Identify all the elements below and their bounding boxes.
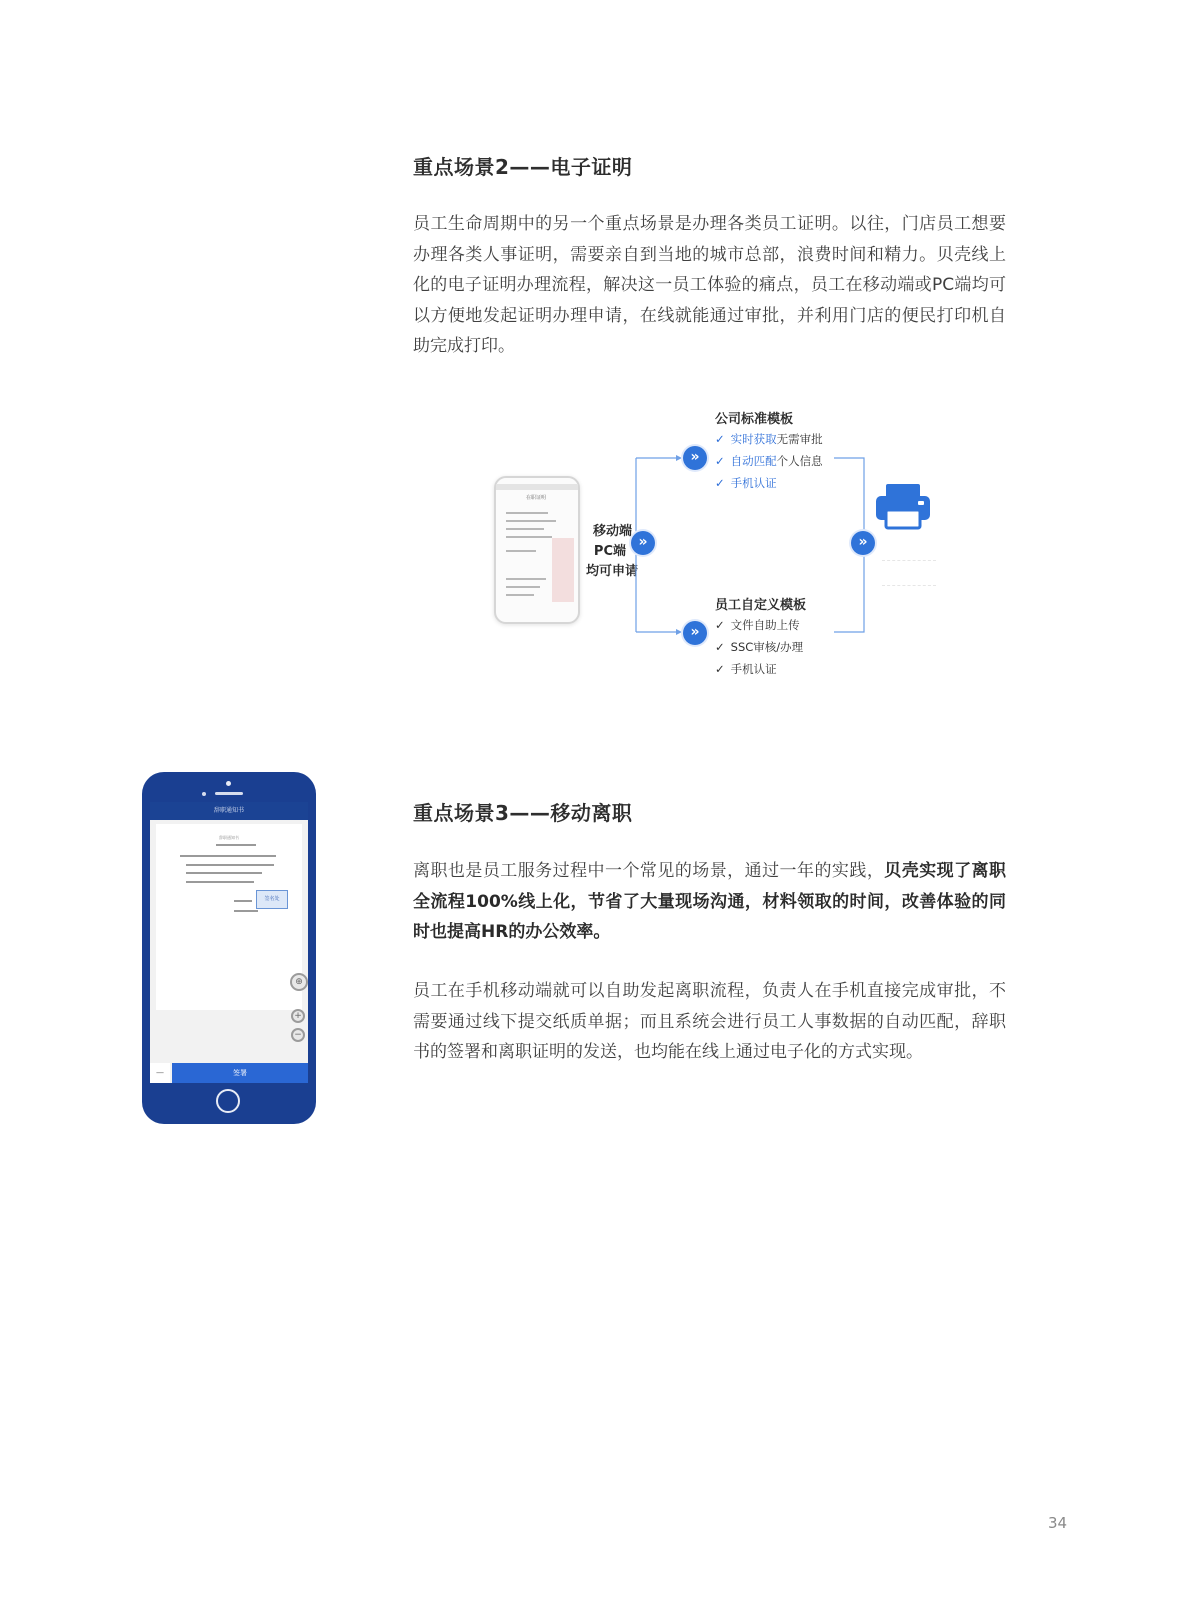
phone-screen [150,802,308,1083]
sign-here-button[interactable]: 签名处 [256,890,288,909]
document-title: 辞职通知书 [219,835,239,840]
double-chevron-icon-center: » [631,531,655,555]
minus-icon[interactable]: − [291,1028,305,1042]
phone-speaker [215,792,243,795]
section3-title: 重点场景3——移动离职 [413,801,633,825]
resignation-document [156,824,302,1010]
double-chevron-icon-right: » [851,531,875,555]
printer-output-area [882,560,936,586]
section2-paragraph: 员工生命周期中的另一个重点场景是办理各类员工证明。以往，门店员工想要办理各类人事证明，需要亲自到当地的城市总部，浪费时间和精力。贝壳线上化的电子证明办理流程，解决这一员工体验的痛点，员工在移动端或PC端均可以方便地发起证明办理申请，在线就能通过审批，并利用门店的便民打印机自助完成打印。 [413,214,1006,356]
sign-submit-button[interactable]: 签署 [172,1063,308,1083]
label-apply: 均可申请 [585,564,638,579]
printer-icon [874,482,932,532]
section2-title: 重点场景2——电子证明 [413,155,633,179]
certificate-flow-diagram [490,400,950,690]
bottom-item: ✓ 文件自助上传 [715,618,800,632]
top-template-title: 公司标准模板 [715,412,794,427]
bottom-left-button[interactable]: — [150,1063,170,1083]
bottom-template-title: 员工自定义模板 [715,598,807,613]
double-chevron-icon-bottom: » [683,621,707,645]
top-item: ✓ 手机认证 [715,476,777,490]
add-icon[interactable]: + [291,1009,305,1023]
phone-home-button [216,1089,240,1113]
phone-header-title: 辞职通知书 [150,802,308,820]
top-item: ✓ 实时获取无需审批 [715,432,823,446]
section3-paragraph-2: 员工在手机移动端就可以自助发起离职流程，负责人在手机直接完成审批，不需要通过线下提交纸质单据；而且系统会进行员工人事数据的自动匹配，辞职书的签署和离职证明的发送，也均能在线上通过电子化的方式实现。 [413,981,1006,1062]
zoom-icon[interactable]: ⊕ [290,973,308,991]
phone-mockup [142,772,316,1124]
label-pc: PC端 [593,544,626,559]
label-mobile: 移动端 [592,524,632,539]
bottom-item: ✓ 手机认证 [715,662,777,676]
top-item: ✓ 自动匹配个人信息 [715,454,823,468]
phone-camera [226,781,231,786]
double-chevron-icon-top: » [683,446,707,470]
section3-paragraph-1: 离职也是员工服务过程中一个常见的场景，通过一年的实践，贝壳实现了离职全流程100%线上化，节省了大量现场沟通，材料领取的时间，改善体验的同时也提高HR的办公效率。 [413,861,1007,942]
mini-phone-title: 在职证明 [525,495,546,501]
bottom-item: ✓ SSC审核/办理 [715,640,804,654]
page-number: 34 [1048,1514,1068,1532]
